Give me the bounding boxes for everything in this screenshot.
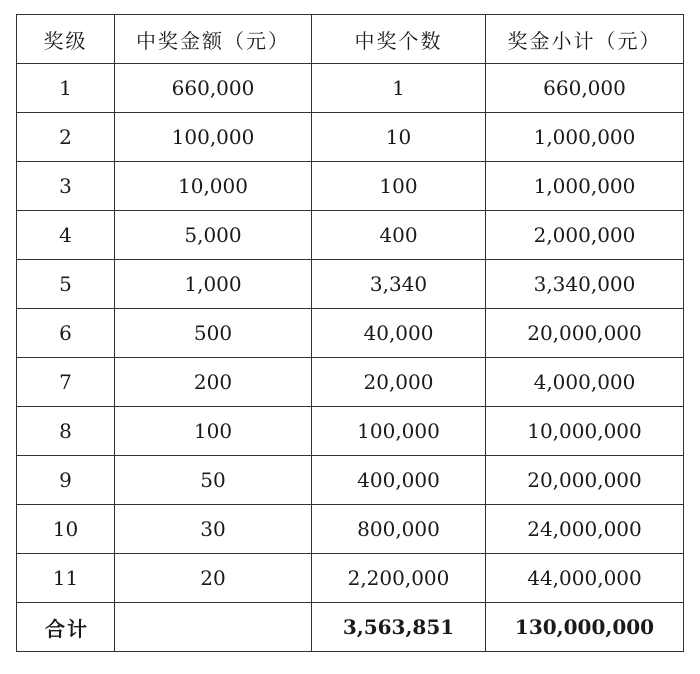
cell-prize-amount: 500 — [115, 309, 312, 358]
cell-prize-amount: 50 — [115, 456, 312, 505]
table-row — [17, 358, 684, 407]
cell-prize-level: 5 — [17, 260, 115, 309]
cell-prize-amount: 100,000 — [115, 113, 312, 162]
cell-prize-level: 1 — [17, 64, 115, 113]
header-prize-subtotal: 奖金小计（元） — [486, 15, 684, 64]
table-row — [17, 64, 684, 113]
cell-prize-subtotal: 660,000 — [486, 64, 684, 113]
table-row — [17, 211, 684, 260]
header-prize-level: 奖级 — [17, 15, 115, 64]
cell-winner-count: 100,000 — [312, 407, 486, 456]
cell-prize-amount: 20 — [115, 554, 312, 603]
table-row — [17, 309, 684, 358]
cell-prize-level: 9 — [17, 456, 115, 505]
cell-prize-level: 7 — [17, 358, 115, 407]
cell-winner-count: 20,000 — [312, 358, 486, 407]
table-row — [17, 260, 684, 309]
cell-prize-amount: 200 — [115, 358, 312, 407]
cell-prize-level: 2 — [17, 113, 115, 162]
table-row — [17, 407, 684, 456]
table-row — [17, 505, 684, 554]
cell-prize-level: 3 — [17, 162, 115, 211]
header-winner-count: 中奖个数 — [312, 15, 486, 64]
header-row — [17, 15, 684, 64]
cell-prize-subtotal: 24,000,000 — [486, 505, 684, 554]
prize-table — [16, 14, 684, 652]
cell-prize-level: 6 — [17, 309, 115, 358]
cell-prize-subtotal: 20,000,000 — [486, 456, 684, 505]
cell-prize-amount: 10,000 — [115, 162, 312, 211]
cell-winner-count: 100 — [312, 162, 486, 211]
cell-prize-level: 11 — [17, 554, 115, 603]
cell-prize-subtotal: 2,000,000 — [486, 211, 684, 260]
cell-winner-count: 10 — [312, 113, 486, 162]
cell-prize-amount: 100 — [115, 407, 312, 456]
total-subtotal: 130,000,000 — [486, 603, 684, 652]
cell-winner-count: 2,200,000 — [312, 554, 486, 603]
total-label: 合计 — [17, 603, 115, 652]
cell-prize-amount: 5,000 — [115, 211, 312, 260]
cell-prize-level: 4 — [17, 211, 115, 260]
cell-prize-amount: 30 — [115, 505, 312, 554]
cell-winner-count: 40,000 — [312, 309, 486, 358]
total-count: 3,563,851 — [312, 603, 486, 652]
total-row — [17, 603, 684, 652]
cell-winner-count: 400,000 — [312, 456, 486, 505]
header-prize-amount: 中奖金额（元） — [115, 15, 312, 64]
table-row — [17, 554, 684, 603]
cell-prize-subtotal: 1,000,000 — [486, 162, 684, 211]
cell-winner-count: 1 — [312, 64, 486, 113]
table-row — [17, 113, 684, 162]
cell-prize-level: 8 — [17, 407, 115, 456]
cell-prize-subtotal: 20,000,000 — [486, 309, 684, 358]
cell-winner-count: 3,340 — [312, 260, 486, 309]
table-row — [17, 162, 684, 211]
cell-prize-subtotal: 1,000,000 — [486, 113, 684, 162]
cell-winner-count: 800,000 — [312, 505, 486, 554]
cell-prize-level: 10 — [17, 505, 115, 554]
total-amount-cell — [115, 603, 312, 652]
cell-prize-subtotal: 3,340,000 — [486, 260, 684, 309]
cell-prize-subtotal: 44,000,000 — [486, 554, 684, 603]
table-body — [17, 64, 684, 603]
table-row — [17, 456, 684, 505]
cell-prize-subtotal: 10,000,000 — [486, 407, 684, 456]
cell-prize-amount: 1,000 — [115, 260, 312, 309]
cell-prize-subtotal: 4,000,000 — [486, 358, 684, 407]
cell-winner-count: 400 — [312, 211, 486, 260]
cell-prize-amount: 660,000 — [115, 64, 312, 113]
